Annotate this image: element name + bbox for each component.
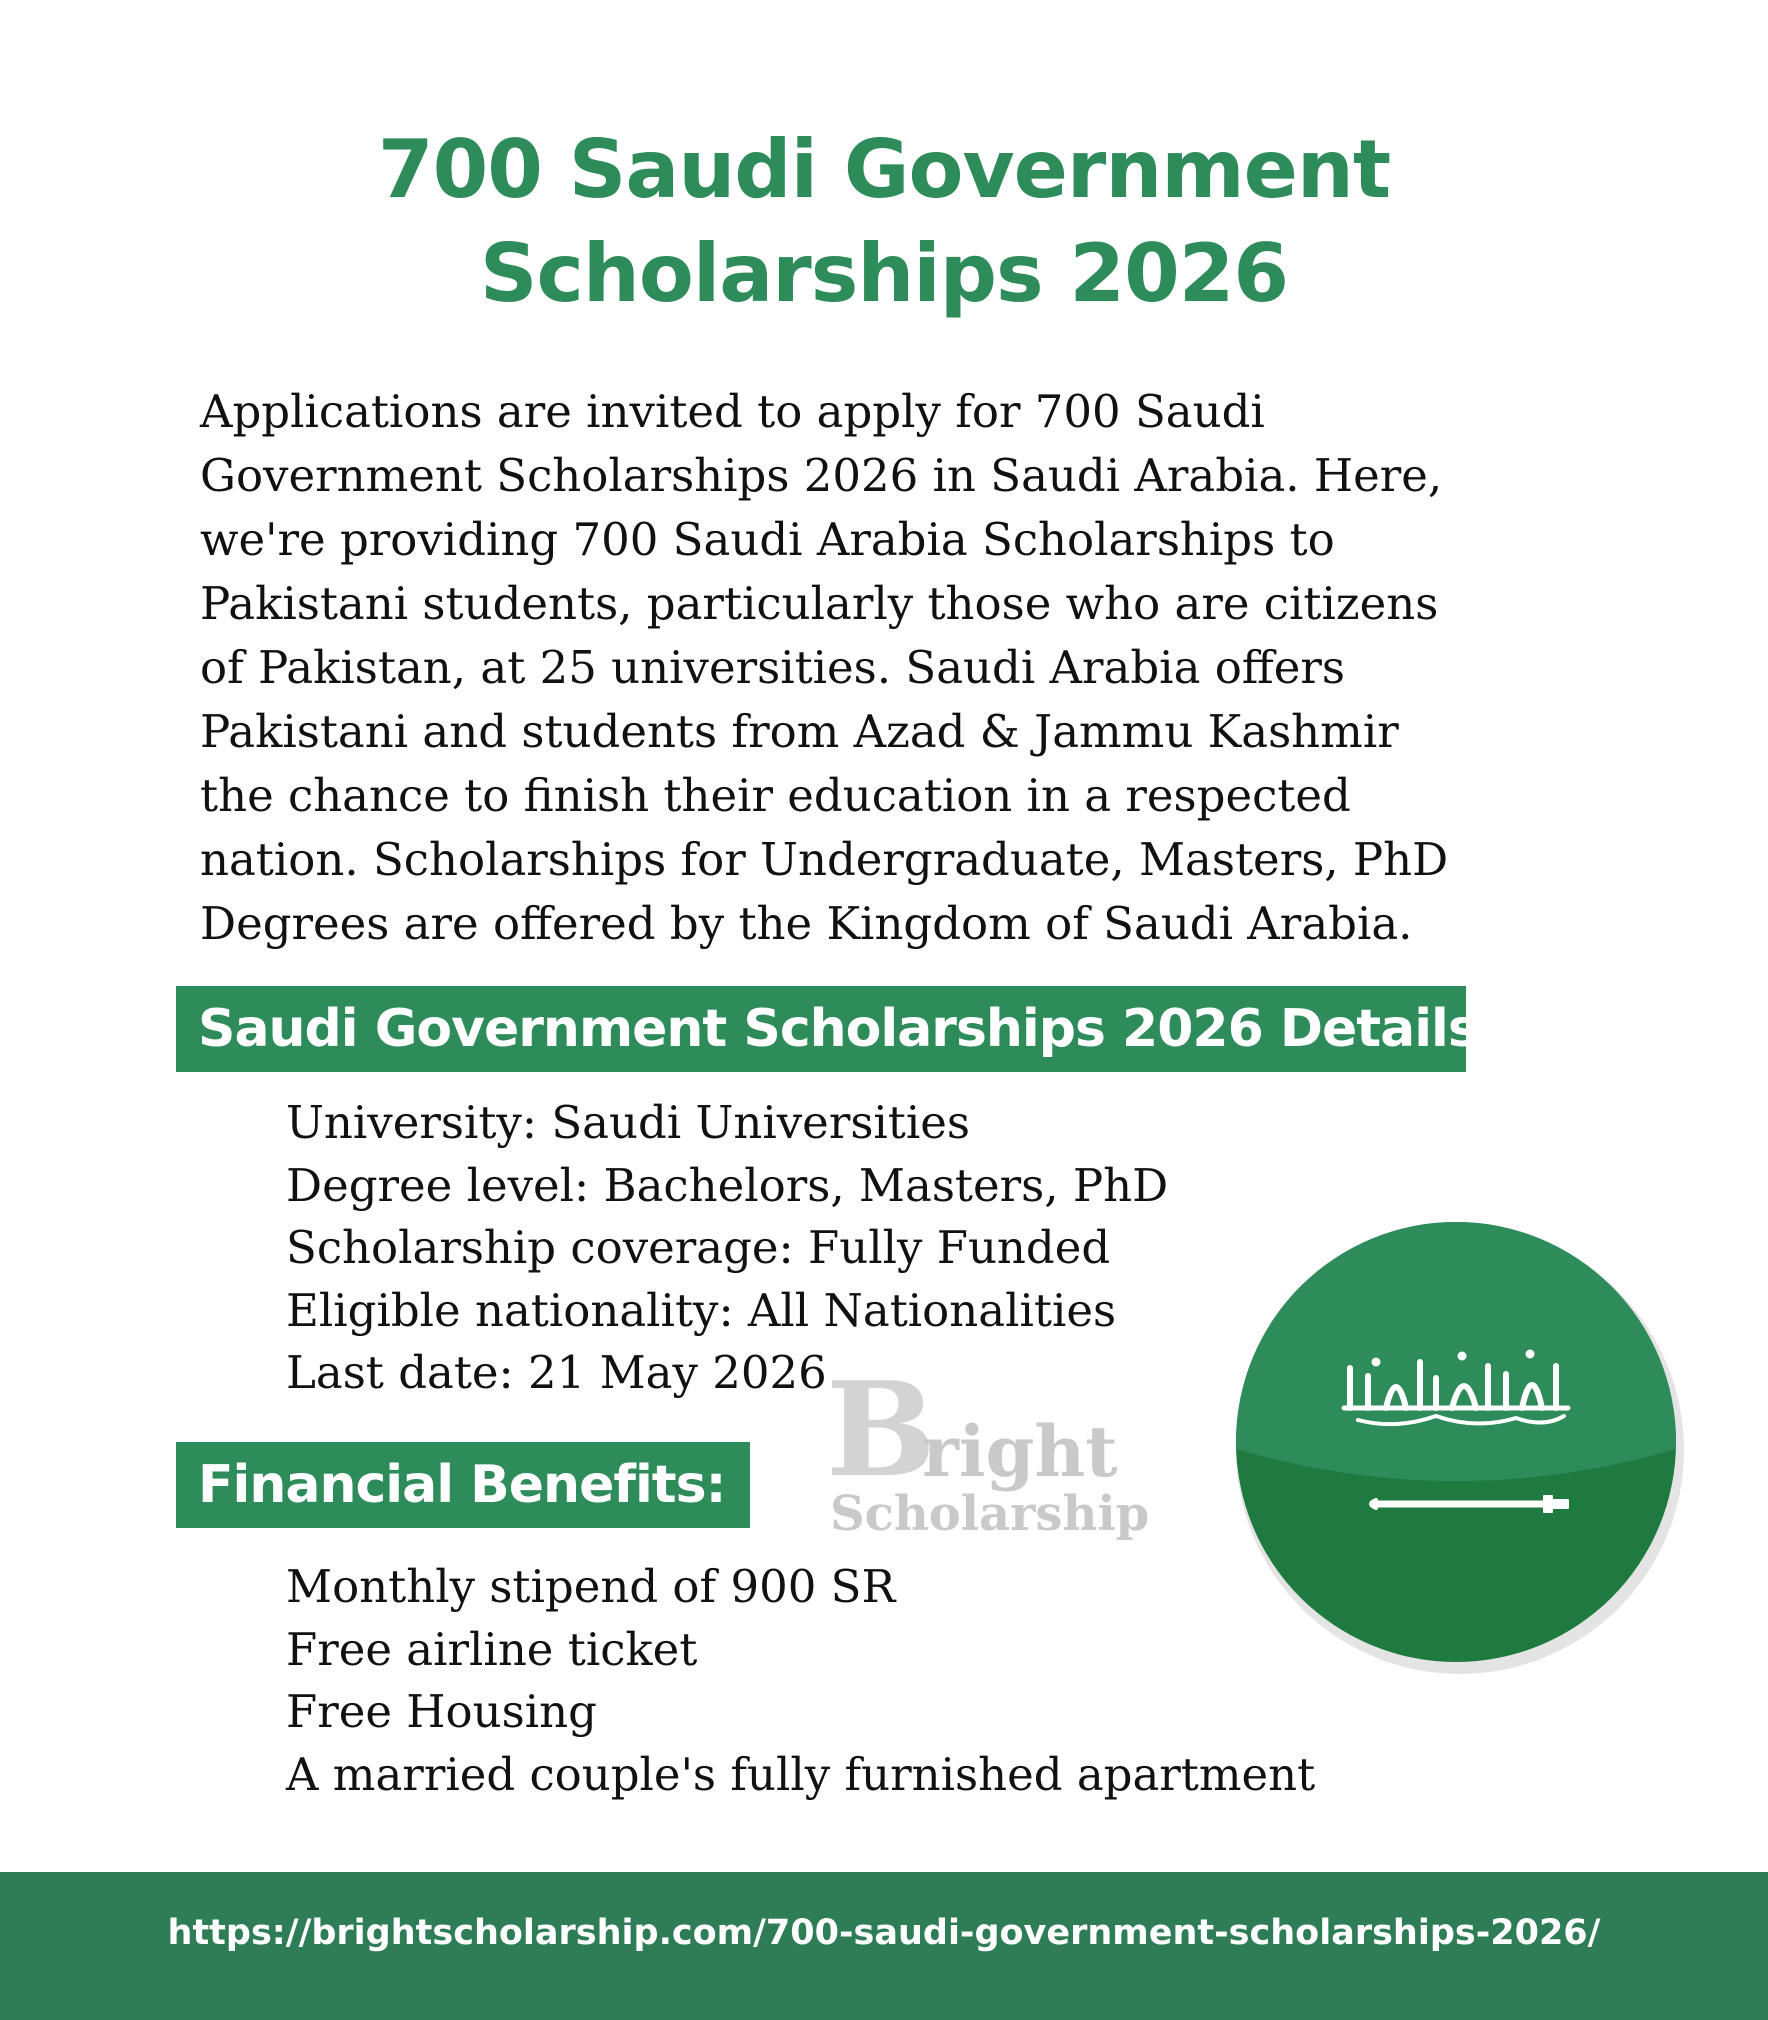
intro-line: of Pakistan, at 25 universities. Saudi Arabia offers (200, 641, 1345, 694)
intro-line: Pakistani students, particularly those who are citizens (200, 577, 1439, 630)
watermark-logo (826, 1353, 1150, 1545)
watermark-initial: B (826, 1353, 936, 1506)
page-title-line-2: Scholarships 2026 (479, 227, 1289, 320)
page-title (0, 118, 1768, 326)
details-list (286, 1092, 1168, 1405)
details-item: Scholarship coverage: Fully Funded (286, 1221, 1111, 1274)
financial-item: A married couple's fully furnished apartment (286, 1747, 1316, 1801)
details-heading: Saudi Government Scholarships 2026 Details: (176, 986, 1466, 1072)
intro-paragraph (200, 380, 1540, 956)
details-item: Eligible nationality: All Nationalities (286, 1283, 1117, 1337)
intro-line: Degrees are offered by the Kingdom of Saudi Arabia. (200, 897, 1413, 950)
page-title-line-1: 700 Saudi Government (377, 123, 1391, 216)
intro-line: Applications are invited to apply for 700 Saudi (200, 385, 1265, 438)
details-item: Degree level: Bachelors, Masters, PhD (286, 1158, 1169, 1212)
financial-heading: Financial Benefits: (176, 1442, 750, 1528)
financial-item: Free Housing (286, 1685, 597, 1738)
intro-line: Government Scholarships 2026 in Saudi Arabia. Here, (200, 449, 1443, 502)
watermark-rest: right (922, 1410, 1118, 1493)
saudi-flag-icon (1226, 1216, 1686, 1676)
footer-bar (0, 1872, 1768, 2020)
financial-list (286, 1556, 1315, 1806)
financial-item: Monthly stipend of 900 SR (286, 1560, 896, 1613)
details-item: Last date: 21 May 2026 (286, 1346, 827, 1399)
intro-line: the chance to finish their education in a respected (200, 769, 1351, 822)
intro-line: nation. Scholarships for Undergraduate, Masters, PhD (200, 833, 1449, 886)
watermark-line2: Scholarship (830, 1486, 1150, 1542)
details-item: University: Saudi Universities (286, 1096, 971, 1149)
financial-item: Free airline ticket (286, 1622, 698, 1676)
footer-url-link[interactable]: https://brightscholarship.com/700-saudi-government-scholarships-2026/ (167, 1913, 1601, 1953)
intro-line: we're providing 700 Saudi Arabia Scholarships to (200, 513, 1335, 566)
intro-line: Pakistani and students from Azad & Jammu Kashmir (200, 705, 1399, 758)
